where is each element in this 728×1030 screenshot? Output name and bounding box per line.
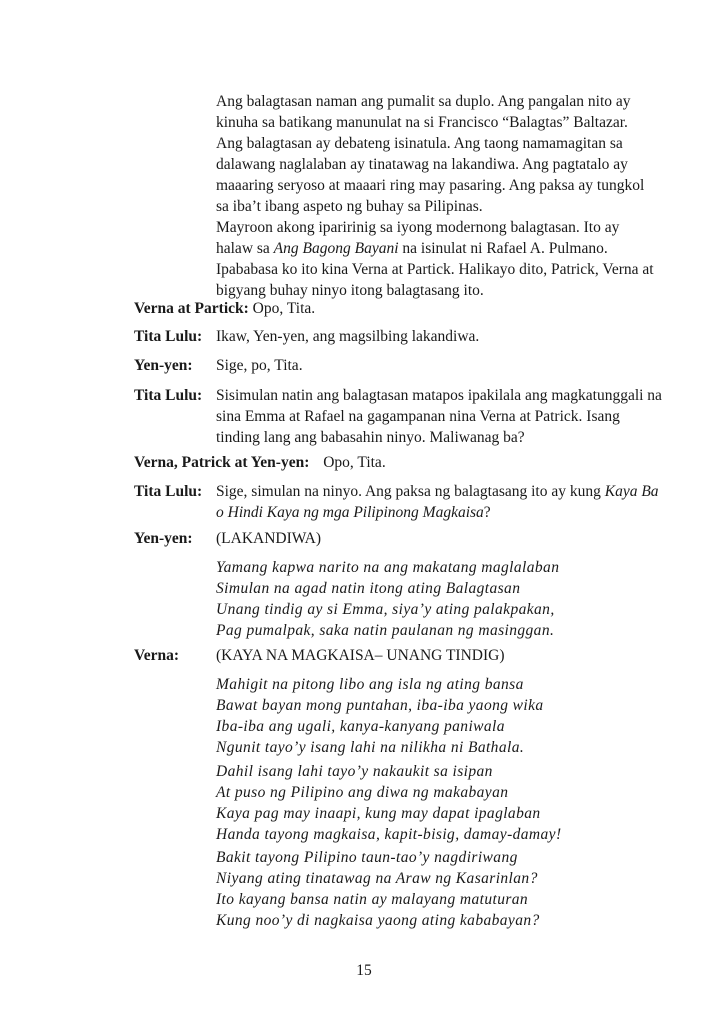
verse-line: Iba-iba ang ugali, kanya-kanyang paniwala <box>216 718 505 735</box>
dialogue-text: Ikaw, Yen-yen, ang magsilbing lakandiwa. <box>216 328 480 345</box>
dialogue-text: Opo, Tita. <box>323 454 386 471</box>
verse-line: Dahil isang lahi tayo’y nakaukit sa isipan <box>216 763 493 780</box>
intro-paragraph-1 <box>216 91 656 217</box>
intro-paragraph-2 <box>216 217 656 301</box>
book-title: Ang Bagong Bayani <box>273 240 399 257</box>
verse-line: Bakit tayong Pilipino taun-tao’y nagdiriwang <box>216 849 518 866</box>
dialogue-line <box>134 355 664 376</box>
dialogue-text: Sige, po, Tita. <box>216 357 303 374</box>
dialogue-text: (KAYA NA MAGKAISA– UNANG TINDIG) <box>216 647 505 664</box>
verse-line: Simulan na agad natin itong ating Balagtasan <box>216 580 521 597</box>
dialogue-line <box>134 452 664 473</box>
verse-line: Bawat bayan mong puntahan, iba-iba yaong wika <box>216 697 544 714</box>
intro-text-2 <box>216 217 656 301</box>
dialogue-text: Sisimulan natin ang balagtasan matapos ipakilala ang magkatunggali na sina Emma at Rafael na gagampanan nina Verna at Patrick. Isang tinding lang ang babasahin ninyo. Maliwanag ba? <box>216 387 662 446</box>
verse-line: Niyang ating tinatawag na Araw ng Kasarinlan? <box>216 870 538 887</box>
verse-stanza-2 <box>216 761 656 845</box>
verse-line: Kaya pag may inaapi, kung may dapat ipaglaban <box>216 805 541 822</box>
verse-line: Mahigit na pitong libo ang isla ng ating bansa <box>216 676 524 693</box>
speaker-name: Tita Lulu: <box>134 328 203 345</box>
dialogue-text: (LAKANDIWA) <box>216 530 322 547</box>
dialogue-line <box>134 385 664 448</box>
speaker-name: Yen-yen: <box>134 357 193 374</box>
speaker-name: Verna, Patrick at Yen-yen: <box>134 454 310 471</box>
verse-line: Kung noo’y di nagkaisa yaong ating kababayan? <box>216 912 540 929</box>
speaker-name: Verna at Partick: <box>134 300 249 317</box>
speaker-name: Tita Lulu: <box>134 483 203 500</box>
speaker-name: Tita Lulu: <box>134 387 203 404</box>
dialogue-line <box>134 326 664 347</box>
verse-line: Ito kayang bansa natin ay malayang matuturan <box>216 891 529 908</box>
intro-text-2-end: na isinulat ni Rafael A. Pulmano. Ipababasa ko ito kina Verna at Partick. Halikayo dito, Patrick, Verna at bigyang buhay ninyo itong balagtasang ito. <box>216 240 654 299</box>
dialogue-text <box>216 481 664 523</box>
verse-stanza-3 <box>216 847 656 931</box>
intro-text-1: Ang balagtasan naman ang pumalit sa duplo. Ang pangalan nito ay kinuha sa batikang manunulat na si Francisco “Balagtas” Baltazar. Ang balagtasan ay debateng isinatula. Ang taong namamagitan sa dalawang naglalaban ay tinatawag na lakandiwa. Ang pagtatalo ay maaaring seryoso at maaari ring may pasaring. Ang paksa ay tungkol sa iba’t ibang aspeto ng buhay sa Pilipinas. <box>216 93 645 215</box>
intro-text-2-start: Mayroon akong iparirinig sa iyong modernong balagtasan. Ito ay halaw sa <box>216 219 620 257</box>
verse-stanza-1 <box>216 674 656 758</box>
verse-line: Ngunit tayo’y isang lahi na nilikha ni Bathala. <box>216 739 525 756</box>
dialogue-line <box>134 645 664 666</box>
debate-topic: Kaya Ba o Hindi Kaya ng mga Pilipinong Magkaisa <box>216 483 659 521</box>
dialogue-text-start: Sige, simulan na ninyo. Ang paksa ng balagtasang ito ay kung <box>216 483 605 500</box>
dialogue-line <box>134 528 664 549</box>
verse-line: Handa tayong magkaisa, kapit-bisig, damay-damay! <box>216 826 562 843</box>
verse-line: Yamang kapwa narito na ang makatang maglalaban <box>216 559 560 576</box>
verse-line: Unang tindig ay si Emma, siya’y ating palakpakan, <box>216 601 555 618</box>
dialogue-line <box>134 298 664 319</box>
speaker-name: Yen-yen: <box>134 530 193 547</box>
dialogue-text: Opo, Tita. <box>252 300 316 317</box>
dialogue-line <box>134 481 664 523</box>
page-number: 15 <box>356 962 372 979</box>
verse-line: Pag pumalpak, saka natin paulanan ng masinggan. <box>216 622 555 639</box>
verse-line: At puso ng Pilipino ang diwa ng makabayan <box>216 784 509 801</box>
dialogue-text-end: ? <box>483 504 491 521</box>
verse-stanza-lakandiwa <box>216 557 656 641</box>
speaker-name: Verna: <box>134 647 180 664</box>
